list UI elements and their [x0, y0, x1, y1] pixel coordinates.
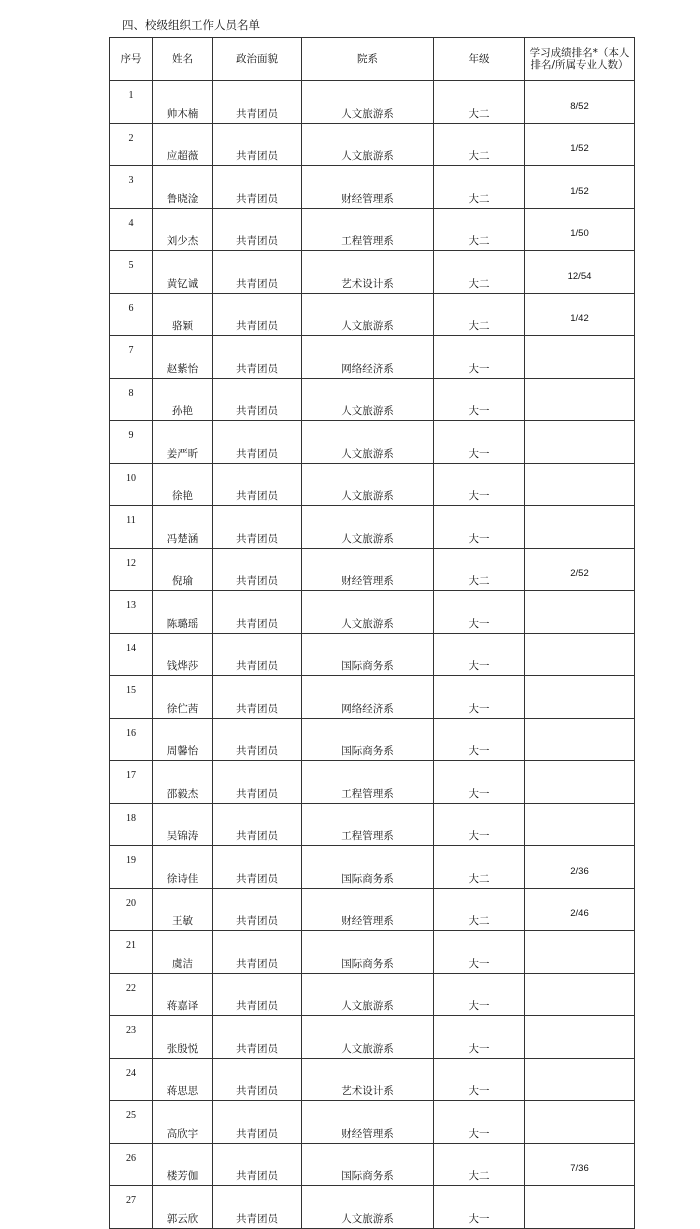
cell-grade: 大一 [434, 931, 525, 974]
cell-name: 骆颖 [153, 293, 213, 336]
cell-name: 陈璐瑶 [153, 591, 213, 634]
cell-seq: 24 [110, 1058, 153, 1101]
cell-name: 姜严昕 [153, 421, 213, 464]
cell-academic-rank: 1/42 [525, 293, 635, 336]
cell-academic-rank [525, 761, 635, 804]
cell-political-status: 共青团员 [213, 166, 302, 209]
cell-grade: 大一 [434, 421, 525, 464]
header-seq: 序号 [110, 38, 153, 81]
cell-grade: 大一 [434, 1016, 525, 1059]
cell-seq: 15 [110, 676, 153, 719]
cell-seq: 14 [110, 633, 153, 676]
cell-department: 艺术设计系 [302, 251, 434, 294]
cell-name: 徐伫茜 [153, 676, 213, 719]
cell-grade: 大一 [434, 633, 525, 676]
cell-seq: 20 [110, 888, 153, 931]
cell-grade: 大一 [434, 973, 525, 1016]
cell-grade: 大二 [434, 251, 525, 294]
cell-name: 黄钇诚 [153, 251, 213, 294]
cell-academic-rank: 2/46 [525, 888, 635, 931]
cell-academic-rank: 7/36 [525, 1143, 635, 1186]
cell-academic-rank: 1/52 [525, 123, 635, 166]
cell-grade: 大一 [434, 718, 525, 761]
cell-department: 人文旅游系 [302, 293, 434, 336]
cell-academic-rank [525, 1186, 635, 1229]
table-row [110, 208, 635, 251]
cell-academic-rank [525, 803, 635, 846]
cell-political-status: 共青团员 [213, 718, 302, 761]
cell-name: 王敏 [153, 888, 213, 931]
cell-name: 鲁晓淦 [153, 166, 213, 209]
cell-political-status: 共青团员 [213, 761, 302, 804]
header-grade: 年级 [434, 38, 525, 81]
cell-name: 孙艳 [153, 378, 213, 421]
cell-political-status: 共青团员 [213, 123, 302, 166]
cell-seq: 8 [110, 378, 153, 421]
table-row [110, 378, 635, 421]
cell-grade: 大一 [434, 336, 525, 379]
table-row [110, 931, 635, 974]
table-row [110, 166, 635, 209]
cell-grade: 大二 [434, 208, 525, 251]
cell-department: 工程管理系 [302, 208, 434, 251]
cell-political-status: 共青团员 [213, 846, 302, 889]
cell-political-status: 共青团员 [213, 506, 302, 549]
cell-department: 人文旅游系 [302, 81, 434, 124]
cell-seq: 9 [110, 421, 153, 464]
cell-political-status: 共青团员 [213, 803, 302, 846]
cell-grade: 大一 [434, 378, 525, 421]
cell-department: 人文旅游系 [302, 463, 434, 506]
cell-political-status: 共青团员 [213, 1143, 302, 1186]
cell-political-status: 共青团员 [213, 548, 302, 591]
cell-political-status: 共青团员 [213, 1016, 302, 1059]
cell-grade: 大二 [434, 293, 525, 336]
header-name: 姓名 [153, 38, 213, 81]
cell-department: 人文旅游系 [302, 591, 434, 634]
cell-department: 国际商务系 [302, 1143, 434, 1186]
cell-seq: 16 [110, 718, 153, 761]
cell-grade: 大二 [434, 1143, 525, 1186]
cell-name: 郭云欣 [153, 1186, 213, 1229]
table-body [110, 81, 635, 1229]
cell-seq: 22 [110, 973, 153, 1016]
table-row [110, 888, 635, 931]
cell-grade: 大二 [434, 846, 525, 889]
cell-political-status: 共青团员 [213, 888, 302, 931]
cell-name: 邵毅杰 [153, 761, 213, 804]
cell-name: 蒋嘉译 [153, 973, 213, 1016]
cell-name: 赵紫怡 [153, 336, 213, 379]
cell-academic-rank [525, 421, 635, 464]
cell-seq: 13 [110, 591, 153, 634]
section-title: 四、校级组织工作人员名单 [122, 18, 260, 32]
table-row [110, 293, 635, 336]
cell-name: 徐艳 [153, 463, 213, 506]
table-row [110, 676, 635, 719]
cell-seq: 2 [110, 123, 153, 166]
cell-seq: 1 [110, 81, 153, 124]
cell-name: 楼芳伽 [153, 1143, 213, 1186]
header-political-status: 政治面貌 [213, 38, 302, 81]
cell-political-status: 共青团员 [213, 208, 302, 251]
table-row [110, 1016, 635, 1059]
cell-department: 网络经济系 [302, 336, 434, 379]
cell-seq: 4 [110, 208, 153, 251]
cell-grade: 大二 [434, 166, 525, 209]
table-row [110, 591, 635, 634]
table-header-row [110, 38, 635, 81]
cell-name: 张殷悦 [153, 1016, 213, 1059]
cell-department: 人文旅游系 [302, 973, 434, 1016]
cell-political-status: 共青团员 [213, 633, 302, 676]
cell-department: 艺术设计系 [302, 1058, 434, 1101]
cell-name: 虞洁 [153, 931, 213, 974]
cell-academic-rank [525, 718, 635, 761]
cell-political-status: 共青团员 [213, 378, 302, 421]
cell-grade: 大一 [434, 506, 525, 549]
cell-political-status: 共青团员 [213, 676, 302, 719]
cell-academic-rank [525, 973, 635, 1016]
cell-grade: 大二 [434, 123, 525, 166]
cell-academic-rank [525, 633, 635, 676]
cell-political-status: 共青团员 [213, 1101, 302, 1144]
cell-grade: 大一 [434, 803, 525, 846]
table-row [110, 548, 635, 591]
cell-grade: 大一 [434, 761, 525, 804]
table-row [110, 1143, 635, 1186]
cell-academic-rank [525, 336, 635, 379]
cell-seq: 17 [110, 761, 153, 804]
cell-name: 应超薇 [153, 123, 213, 166]
cell-department: 财经管理系 [302, 888, 434, 931]
cell-academic-rank: 8/52 [525, 81, 635, 124]
cell-grade: 大一 [434, 1186, 525, 1229]
cell-name: 周馨怡 [153, 718, 213, 761]
cell-department: 网络经济系 [302, 676, 434, 719]
table-row [110, 973, 635, 1016]
cell-seq: 21 [110, 931, 153, 974]
table-row [110, 506, 635, 549]
cell-seq: 23 [110, 1016, 153, 1059]
cell-seq: 6 [110, 293, 153, 336]
cell-academic-rank [525, 1101, 635, 1144]
table-row [110, 633, 635, 676]
cell-academic-rank [525, 931, 635, 974]
cell-political-status: 共青团员 [213, 1186, 302, 1229]
cell-seq: 10 [110, 463, 153, 506]
cell-name: 冯楚涵 [153, 506, 213, 549]
cell-political-status: 共青团员 [213, 293, 302, 336]
cell-department: 国际商务系 [302, 633, 434, 676]
cell-political-status: 共青团员 [213, 591, 302, 634]
table-row [110, 1186, 635, 1229]
cell-department: 国际商务系 [302, 718, 434, 761]
table-row [110, 421, 635, 464]
cell-seq: 19 [110, 846, 153, 889]
cell-political-status: 共青团员 [213, 421, 302, 464]
cell-academic-rank [525, 378, 635, 421]
cell-department: 工程管理系 [302, 761, 434, 804]
table-row [110, 123, 635, 166]
table-row [110, 336, 635, 379]
cell-academic-rank: 2/36 [525, 846, 635, 889]
table-row [110, 81, 635, 124]
cell-name: 吴锦涛 [153, 803, 213, 846]
header-department: 院系 [302, 38, 434, 81]
cell-academic-rank [525, 1016, 635, 1059]
cell-name: 帅木楠 [153, 81, 213, 124]
cell-academic-rank: 12/54 [525, 251, 635, 294]
cell-grade: 大一 [434, 591, 525, 634]
cell-political-status: 共青团员 [213, 463, 302, 506]
cell-seq: 11 [110, 506, 153, 549]
cell-seq: 25 [110, 1101, 153, 1144]
table-row [110, 1058, 635, 1101]
table-row [110, 846, 635, 889]
table-row [110, 718, 635, 761]
cell-grade: 大二 [434, 548, 525, 591]
cell-academic-rank: 1/50 [525, 208, 635, 251]
cell-name: 徐诗佳 [153, 846, 213, 889]
cell-department: 人文旅游系 [302, 123, 434, 166]
cell-seq: 26 [110, 1143, 153, 1186]
cell-academic-rank [525, 676, 635, 719]
cell-academic-rank [525, 463, 635, 506]
cell-seq: 3 [110, 166, 153, 209]
cell-seq: 12 [110, 548, 153, 591]
cell-political-status: 共青团员 [213, 336, 302, 379]
cell-political-status: 共青团员 [213, 251, 302, 294]
cell-department: 人文旅游系 [302, 506, 434, 549]
cell-department: 工程管理系 [302, 803, 434, 846]
staff-roster-table [109, 37, 635, 1229]
cell-department: 财经管理系 [302, 166, 434, 209]
cell-academic-rank: 1/52 [525, 166, 635, 209]
cell-department: 人文旅游系 [302, 1016, 434, 1059]
cell-department: 人文旅游系 [302, 421, 434, 464]
cell-academic-rank [525, 506, 635, 549]
header-academic-rank: 学习成绩排名*（本人排名/所属专业人数） [525, 38, 635, 81]
cell-seq: 5 [110, 251, 153, 294]
table-row [110, 463, 635, 506]
cell-grade: 大二 [434, 888, 525, 931]
cell-name: 蒋思思 [153, 1058, 213, 1101]
cell-grade: 大二 [434, 81, 525, 124]
cell-seq: 27 [110, 1186, 153, 1229]
cell-grade: 大一 [434, 463, 525, 506]
table-row [110, 761, 635, 804]
table-row [110, 1101, 635, 1144]
cell-name: 钱烨莎 [153, 633, 213, 676]
cell-grade: 大一 [434, 1101, 525, 1144]
cell-academic-rank [525, 1058, 635, 1101]
cell-seq: 7 [110, 336, 153, 379]
cell-seq: 18 [110, 803, 153, 846]
cell-political-status: 共青团员 [213, 1058, 302, 1101]
table-row [110, 251, 635, 294]
cell-political-status: 共青团员 [213, 81, 302, 124]
cell-political-status: 共青团员 [213, 931, 302, 974]
cell-academic-rank [525, 591, 635, 634]
cell-grade: 大一 [434, 676, 525, 719]
table-row [110, 803, 635, 846]
cell-department: 财经管理系 [302, 548, 434, 591]
cell-name: 刘少杰 [153, 208, 213, 251]
cell-name: 倪瑜 [153, 548, 213, 591]
cell-name: 高欣宇 [153, 1101, 213, 1144]
cell-department: 国际商务系 [302, 846, 434, 889]
cell-academic-rank: 2/52 [525, 548, 635, 591]
cell-department: 国际商务系 [302, 931, 434, 974]
cell-grade: 大一 [434, 1058, 525, 1101]
cell-department: 人文旅游系 [302, 1186, 434, 1229]
cell-political-status: 共青团员 [213, 973, 302, 1016]
cell-department: 人文旅游系 [302, 378, 434, 421]
cell-department: 财经管理系 [302, 1101, 434, 1144]
